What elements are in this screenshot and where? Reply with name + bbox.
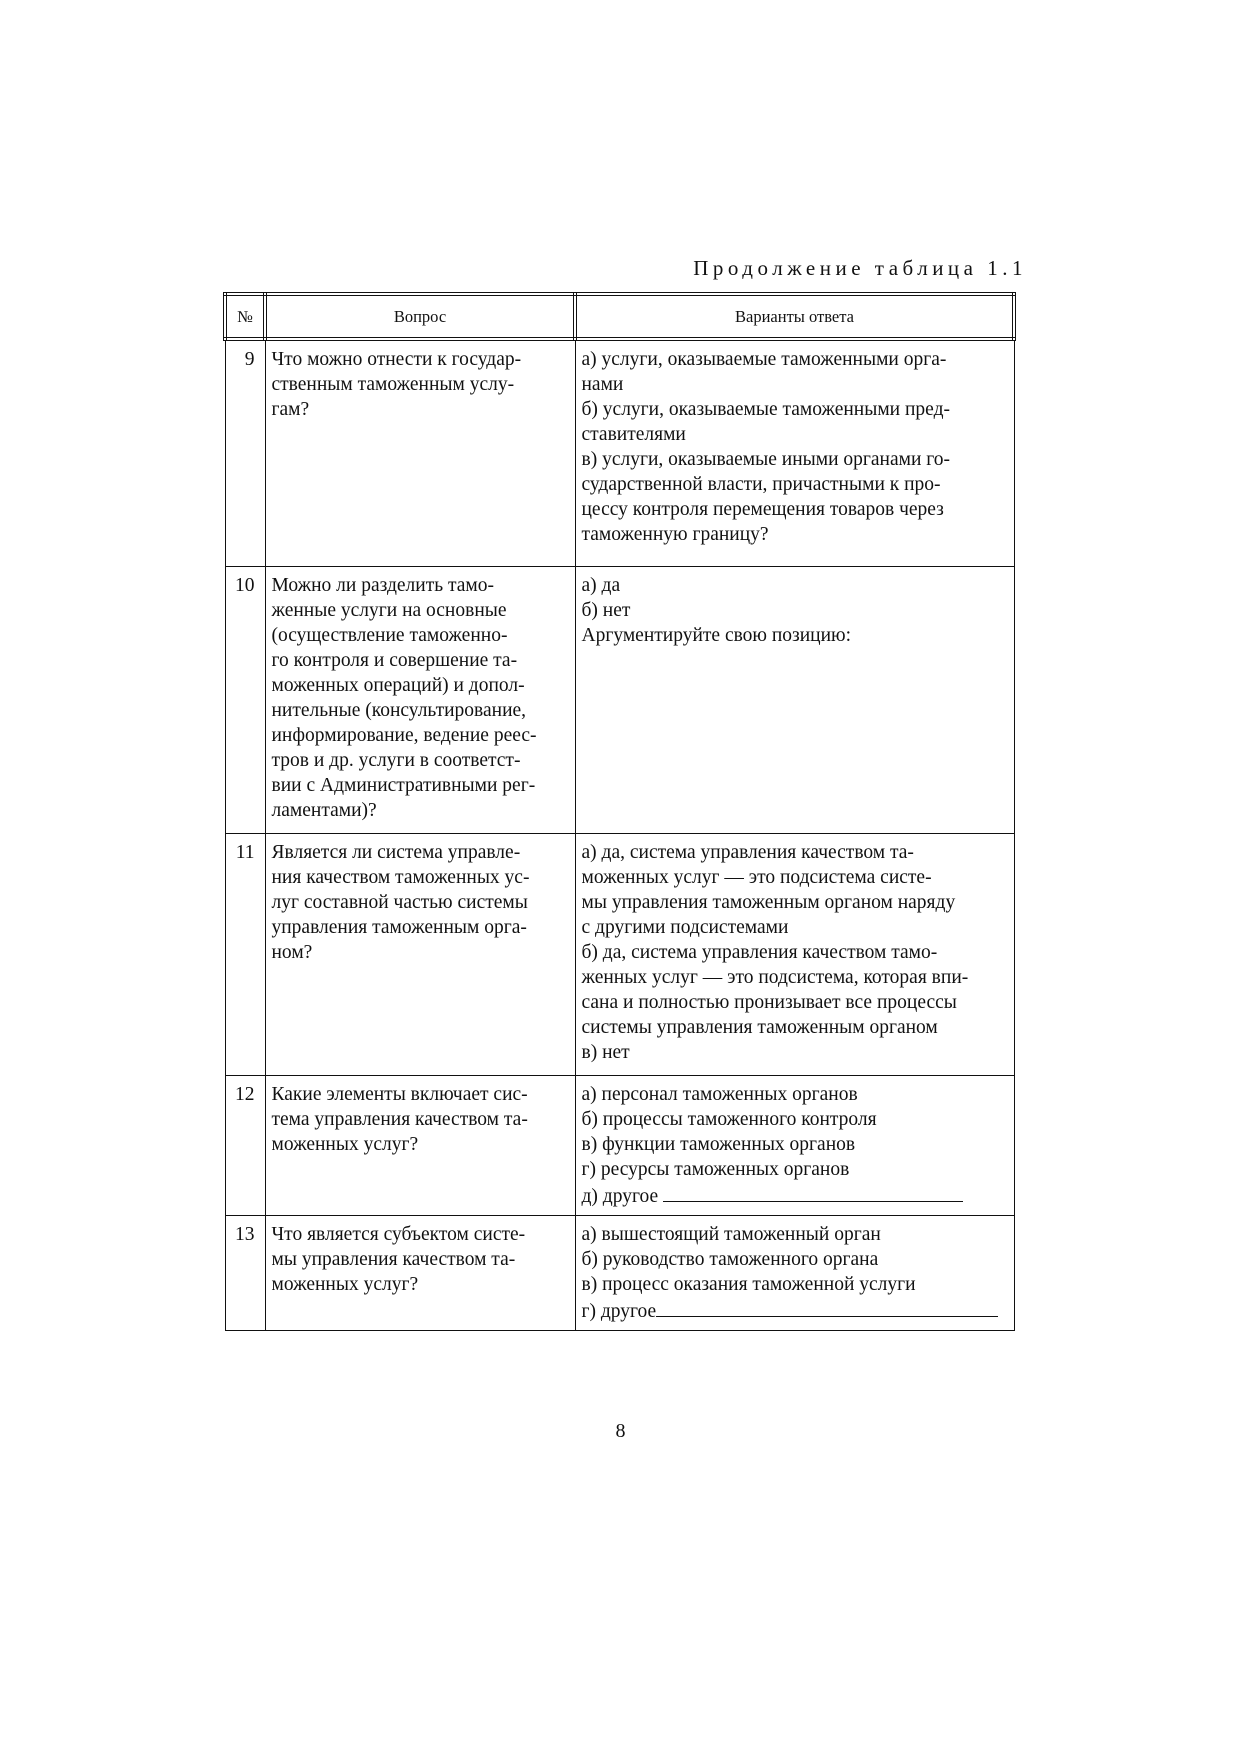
question-line: гам?: [271, 399, 310, 420]
table-caption: Продолжение таблица 1.1: [693, 256, 1027, 280]
header-number: №: [225, 294, 265, 339]
question-line: Что можно отнести к государ-: [271, 349, 522, 370]
question-line: информирование, ведение реес-: [271, 724, 537, 746]
question-line: моженных услуг?: [271, 1273, 419, 1295]
answer-line: а) да: [581, 574, 621, 596]
answer-line: б) услуги, оказываемые таможенными пред-: [581, 399, 950, 420]
question-cell: [265, 833, 575, 1075]
question-cell: [265, 1075, 575, 1215]
questions-table: [223, 292, 1016, 1331]
question-line: мы управления качеством та-: [271, 1248, 516, 1270]
page-number: 8: [615, 1420, 626, 1442]
question-line: ламентами)?: [271, 799, 377, 821]
question-cell: [265, 339, 575, 566]
question-line: (осуществление таможенно-: [271, 624, 508, 646]
answer-line: б) процессы таможенного контроля: [581, 1108, 877, 1130]
answer-line: сана и полностью пронизывает все процессы: [581, 991, 957, 1013]
question-line: Можно ли разделить тамо-: [271, 574, 494, 596]
answer-other-label: д) другое: [581, 1185, 659, 1207]
table-row: [225, 566, 1014, 833]
answer-blank-line: [582, 1297, 1008, 1324]
question-line: тров и др. услуги в соответст-: [271, 749, 521, 771]
table-header-row: [225, 294, 1014, 339]
answers-cell: [575, 833, 1014, 1075]
answer-line: Аргументируйте свою позицию:: [581, 624, 852, 646]
answer-line: моженных услуг — это подсистема систе-: [581, 866, 932, 888]
row-number: 13: [225, 1215, 265, 1330]
row-number: 11: [225, 833, 265, 1075]
row-number: 12: [225, 1075, 265, 1215]
question-cell: [265, 1215, 575, 1330]
question-line: нительные (консультирование,: [271, 699, 527, 721]
answer-line: а) вышестоящий таможенный орган: [581, 1223, 881, 1245]
question-line: вии с Административными рег-: [271, 774, 536, 796]
answers-cell: [575, 339, 1014, 566]
question-line: Какие элементы включает сис-: [271, 1083, 528, 1105]
header-answers: Варианты ответа: [575, 294, 1014, 339]
question-cell: [265, 566, 575, 833]
question-line: Что является субъектом систе-: [271, 1223, 526, 1245]
question-line: Является ли система управле-: [271, 841, 521, 863]
question-line: го контроля и совершение та-: [271, 649, 518, 671]
answers-cell: [575, 1215, 1014, 1330]
answer-line: женных услуг — это подсистема, которая впи-: [581, 966, 969, 988]
fill-in-blank[interactable]: [663, 1182, 963, 1202]
question-line: управления таможенным орга-: [271, 916, 527, 938]
question-line: ния качеством таможенных ус-: [271, 866, 530, 888]
answer-line: в) процесс оказания таможенной услуги: [581, 1273, 916, 1295]
question-line: ственным таможенным услу-: [271, 374, 515, 395]
row-number: 10: [225, 566, 265, 833]
answer-line: б) нет: [581, 599, 631, 621]
question-line: моженных услуг?: [271, 1133, 419, 1155]
question-line: моженных операций) и допол-: [271, 674, 525, 696]
answer-line: а) услуги, оказываемые таможенными орга-: [581, 349, 947, 370]
answer-line: нами: [581, 374, 624, 395]
answer-line: ставителями: [581, 424, 686, 445]
answer-line: а) персонал таможенных органов: [581, 1083, 858, 1105]
answer-line: б) да, система управления качеством тамо-: [581, 941, 938, 963]
answer-line: а) да, система управления качеством та-: [581, 841, 914, 863]
answer-line: сударственной власти, причастными к про-: [581, 474, 941, 495]
answer-line: таможенную границу?: [581, 524, 769, 545]
answer-line: г) ресурсы таможенных органов: [581, 1158, 850, 1180]
answer-line: с другими подсистемами: [581, 916, 789, 938]
answer-line: в) нет: [581, 1041, 630, 1063]
table-row: [225, 1215, 1014, 1330]
answer-line: в) услуги, оказываемые иными органами го-: [581, 449, 951, 470]
answer-line: цессу контроля перемещения товаров через: [581, 499, 944, 520]
answers-cell: [575, 566, 1014, 833]
row-number: 9: [225, 339, 265, 566]
fill-in-blank[interactable]: [656, 1297, 998, 1317]
question-line: женные услуги на основные: [271, 599, 507, 621]
answer-line: системы управления таможенным органом: [581, 1016, 938, 1038]
answer-line: мы управления таможенным органом наряду: [581, 891, 956, 913]
answer-other-label: г) другое: [581, 1300, 657, 1322]
question-line: тема управления качеством та-: [271, 1108, 528, 1130]
table-row: [225, 1075, 1014, 1215]
header-question: Вопрос: [265, 294, 575, 339]
question-line: луг составной частью системы: [271, 891, 528, 913]
answer-line: б) руководство таможенного органа: [581, 1248, 879, 1270]
answer-line: в) функции таможенных органов: [581, 1133, 856, 1155]
table-row: [225, 339, 1014, 566]
question-line: ном?: [271, 941, 313, 963]
table-row: [225, 833, 1014, 1075]
answers-cell: [575, 1075, 1014, 1215]
answer-blank-line: [582, 1182, 1008, 1209]
